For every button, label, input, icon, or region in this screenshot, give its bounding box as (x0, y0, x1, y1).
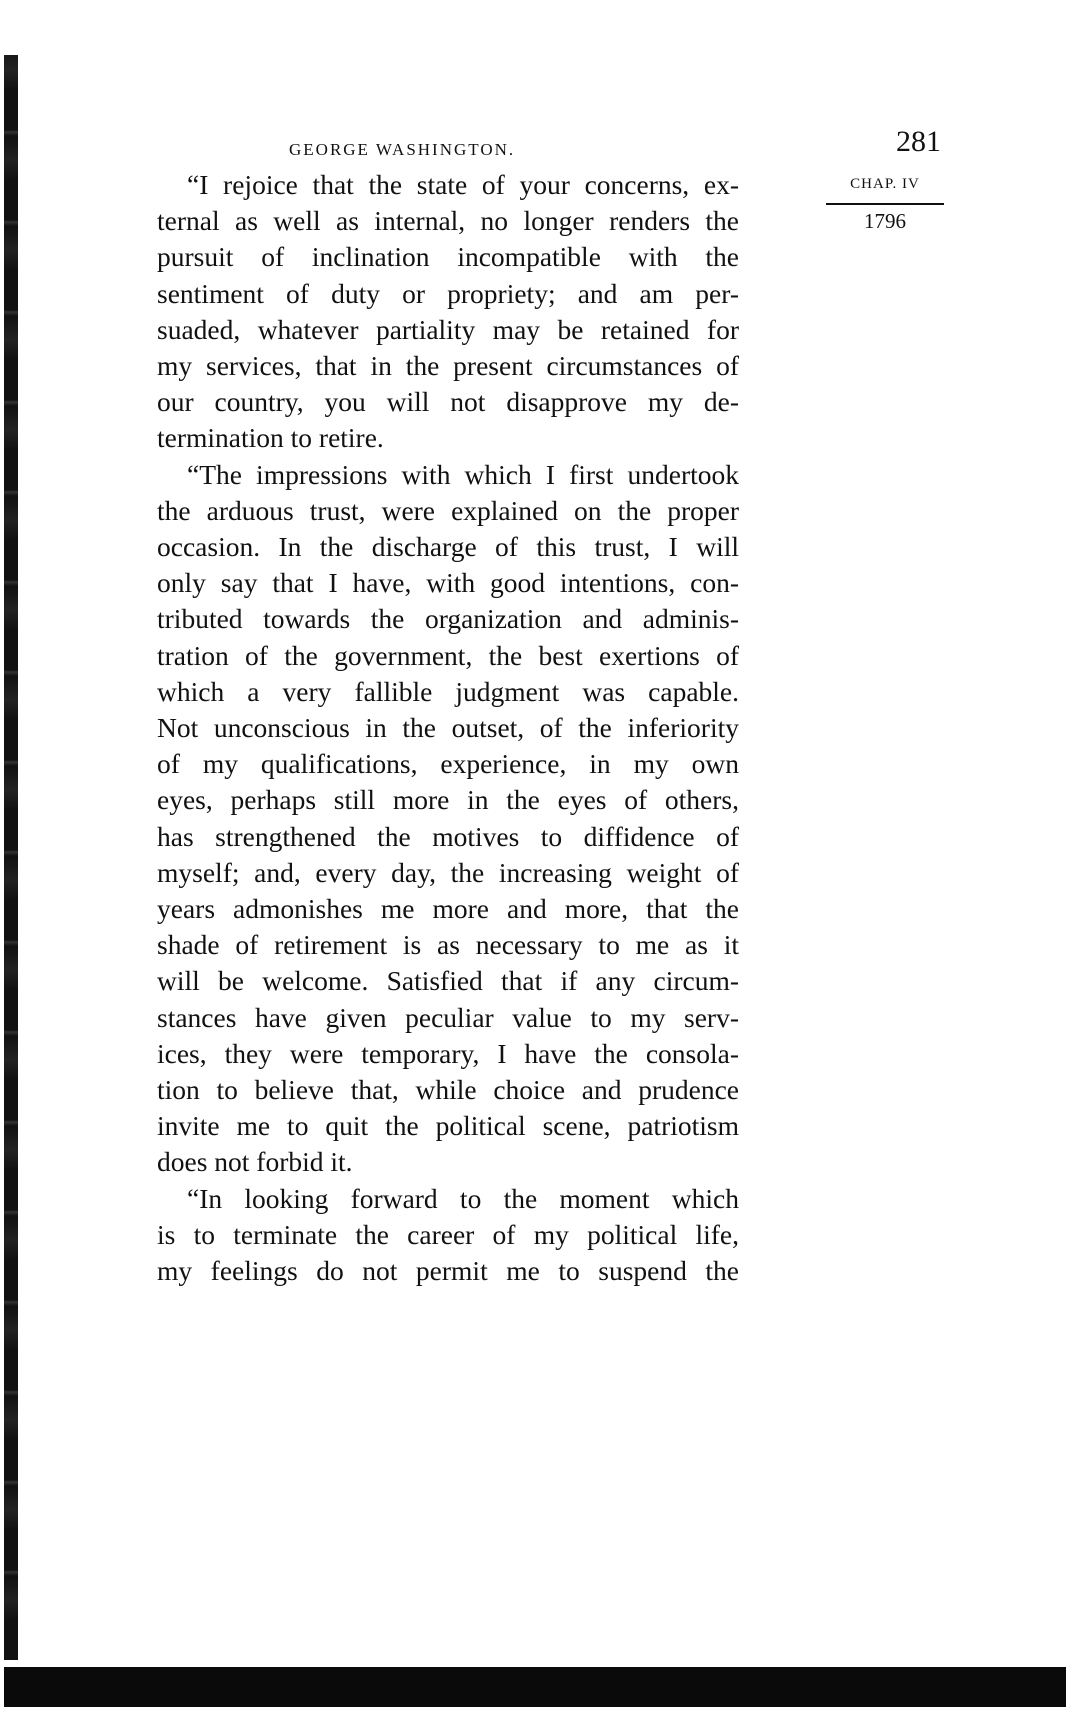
text-line: ternal as well as internal, no longer renders the (157, 205, 739, 237)
page-number: 281 (896, 125, 941, 158)
text-line: does not forbid it. (157, 1146, 353, 1178)
text-line: our country, you will not disapprove my de- (157, 386, 739, 418)
year-label: 1796 (864, 209, 906, 233)
text-line: invite me to quit the political scene, patriotism (157, 1110, 739, 1142)
text-line: ices, they were temporary, I have the consola- (157, 1037, 739, 1069)
scan-gap (4, 0, 20, 55)
paragraph-1 (157, 167, 739, 457)
text-line: “In looking forward to the moment which (187, 1182, 739, 1214)
text-line: eyes, perhaps still more in the eyes of others, (157, 784, 739, 816)
text-line: myself; and, every day, the increasing weight of (157, 856, 739, 888)
text-line: my feelings do not permit me to suspend the (157, 1255, 739, 1287)
text-line: years admonishes me more and more, that the (157, 893, 739, 925)
text-line: shade of retirement is as necessary to me as it (157, 929, 739, 961)
text-line: of my qualifications, experience, in my own (157, 748, 739, 780)
paragraph-2 (157, 457, 739, 1181)
text-line: termination to retire. (157, 422, 384, 454)
text-line: has strengthened the motives to diffidence of (157, 820, 739, 852)
margin-rule (826, 203, 944, 205)
text-line: suaded, whatever partiality may be retained for (157, 313, 739, 345)
text-line: “The impressions with which I first undertook (187, 458, 739, 490)
body-text (157, 167, 739, 1289)
scan-edge-left (4, 0, 18, 1660)
margin-note (826, 176, 944, 234)
text-line: “I rejoice that the state of your concerns, ex- (187, 169, 739, 200)
chapter-label: CHAP. IV (850, 176, 920, 192)
text-line: which a very fallible judgment was capable. (157, 675, 739, 707)
text-line: is to terminate the career of my political life, (157, 1218, 739, 1250)
text-line: tributed towards the organization and adminis- (157, 603, 739, 635)
running-head: GEORGE WASHINGTON. (289, 140, 516, 159)
text-line: pursuit of inclination incompatible with the (157, 241, 739, 273)
text-line: the arduous trust, were explained on the proper (157, 494, 739, 526)
text-line: my services, that in the present circumstances of (157, 350, 739, 382)
text-line: tion to believe that, while choice and prudence (157, 1074, 739, 1106)
text-line: stances have given peculiar value to my serv- (157, 1001, 739, 1033)
paragraph-3 (157, 1181, 739, 1290)
scan-edge-bottom (4, 1667, 1066, 1707)
text-line: occasion. In the discharge of this trust, I will (157, 531, 739, 563)
text-line: tration of the government, the best exertions of (157, 639, 739, 671)
text-line: will be welcome. Satisfied that if any circum- (157, 965, 739, 997)
text-line: Not unconscious in the outset, of the inferiority (157, 712, 739, 744)
text-line: sentiment of duty or propriety; and am per- (157, 277, 739, 309)
text-line: only say that I have, with good intentions, con- (157, 567, 739, 599)
